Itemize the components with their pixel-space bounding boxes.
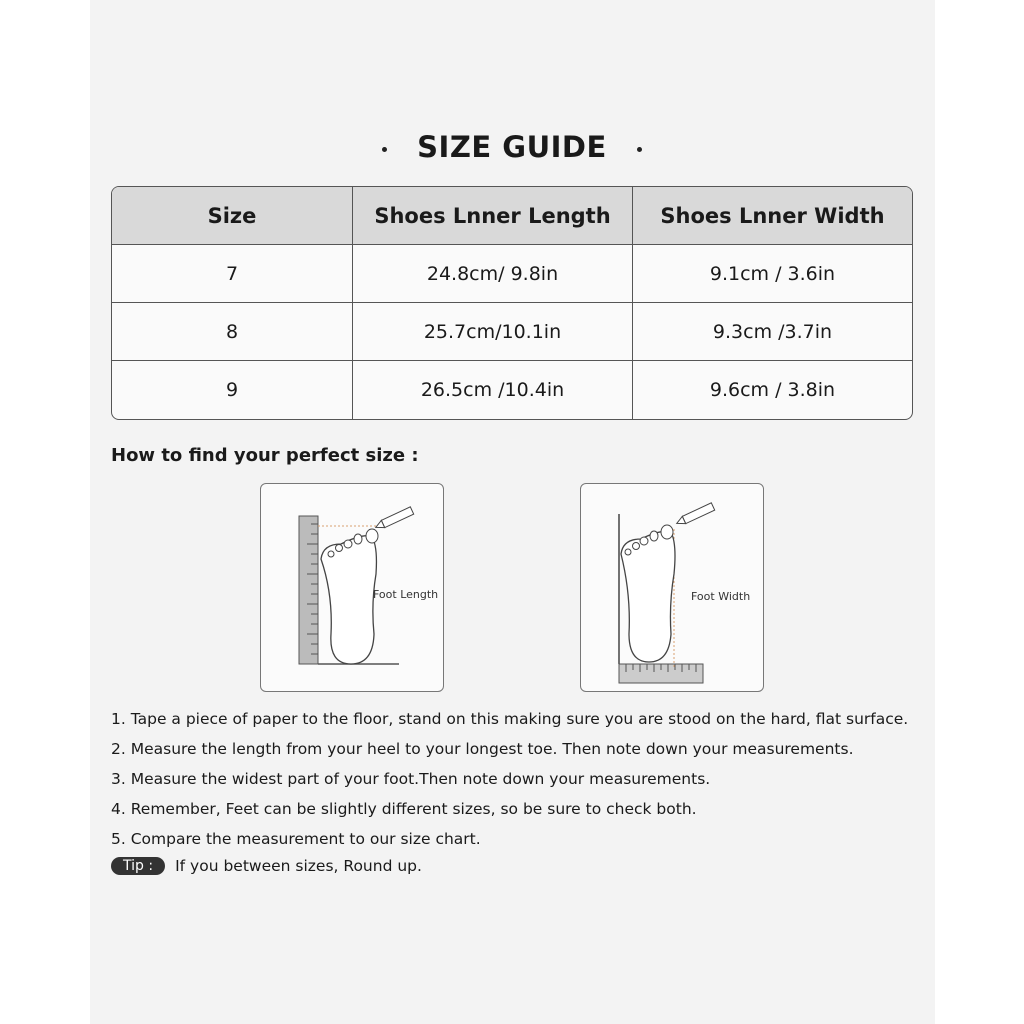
- foot-width-illustration: [581, 484, 765, 693]
- pencil-icon: [675, 503, 715, 527]
- cell: 7: [112, 245, 353, 303]
- foot-length-label: Foot Length: [373, 588, 439, 601]
- cell: 9.1cm / 3.6in: [633, 245, 912, 303]
- foot-length-diagram: [260, 483, 444, 692]
- table-row: [112, 361, 912, 419]
- foot-width-diagram: [580, 483, 764, 692]
- table-row: [112, 245, 912, 303]
- step: 1. Tape a piece of paper to the floor, stand on this making sure you are stood on the hard, flat surface.: [111, 710, 909, 728]
- step: 4. Remember, Feet can be slightly different sizes, so be sure to check both.: [111, 800, 697, 818]
- foot-width-label: Foot Width: [691, 590, 751, 603]
- cell: 26.5cm /10.4in: [353, 361, 633, 419]
- header-size: Size: [112, 187, 353, 245]
- how-to-heading: How to find your perfect size :: [111, 445, 419, 466]
- page-title: SIZE GUIDE: [0, 130, 1024, 164]
- tip-badge: Tip :: [111, 857, 165, 875]
- header-length: Shoes Lnner Length: [353, 187, 633, 245]
- instructions-list: [111, 704, 908, 854]
- cell: 9.6cm / 3.8in: [709, 379, 836, 401]
- tip: [111, 857, 422, 875]
- table-header: [112, 187, 912, 245]
- step: 3. Measure the widest part of your foot.Then note down your measurements.: [111, 770, 711, 788]
- step: 2. Measure the length from your heel to your longest toe. Then note down your measurements.: [111, 740, 854, 758]
- step: 5. Compare the measurement to our size chart.: [111, 830, 481, 848]
- cell: 8: [112, 303, 353, 361]
- pencil-icon: [374, 507, 414, 531]
- header-width: Shoes Lnner Width: [633, 187, 912, 245]
- cell: 25.7cm/10.1in: [353, 303, 633, 361]
- size-table: [111, 186, 913, 420]
- cell: 9: [112, 361, 353, 419]
- cell: 24.8cm/ 9.8in: [353, 245, 633, 303]
- tip-text: If you between sizes, Round up.: [175, 857, 422, 875]
- cell: 9.3cm /3.7in: [633, 303, 912, 361]
- table-row: [112, 303, 912, 361]
